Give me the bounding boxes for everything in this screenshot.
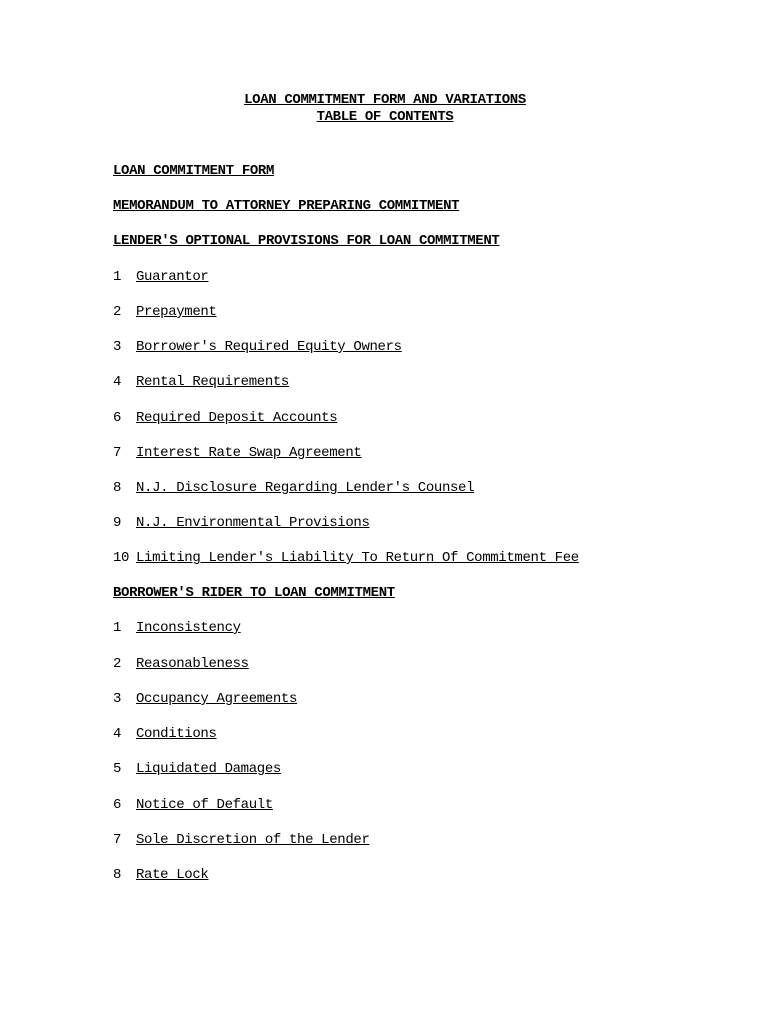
toc-list-item [113,269,208,286]
item-number: 8 [113,480,122,496]
item-number: 2 [113,304,122,320]
document-title: LOAN COMMITMENT FORM AND VARIATIONS [244,92,526,108]
toc-link-nj-disclosure[interactable]: N.J. Disclosure Regarding Lender's Counsel [136,480,475,496]
toc-link-notice-of-default[interactable]: Notice of Default [136,797,273,813]
item-number: 1 [113,269,122,285]
toc-list-item [113,480,474,497]
toc-link-occupancy-agreements[interactable]: Occupancy Agreements [136,691,298,707]
item-number: 7 [113,445,122,461]
toc-list-item [113,445,361,462]
toc-link-reasonableness[interactable]: Reasonableness [136,656,249,672]
toc-link-nj-environmental[interactable]: N.J. Environmental Provisions [136,515,370,531]
item-number: 3 [113,691,122,707]
toc-link-borrower-rider[interactable]: BORROWER'S RIDER TO LOAN COMMITMENT [113,585,395,601]
toc-list-item [113,832,370,849]
toc-link-guarantor[interactable]: Guarantor [136,269,209,285]
toc-link-memorandum[interactable]: MEMORANDUM TO ATTORNEY PREPARING COMMITMENT [113,198,460,214]
item-number: 8 [113,867,122,883]
toc-list-item [113,691,297,708]
item-number: 6 [113,797,122,813]
toc-link-commitment-fee[interactable]: Limiting Lender's Liability To Return Of Commitment Fee [136,550,579,566]
toc-list-item [113,797,273,814]
item-number: 4 [113,726,122,742]
toc-link-rate-lock[interactable]: Rate Lock [136,867,209,883]
item-number: 6 [113,410,122,426]
toc-link-conditions[interactable]: Conditions [136,726,217,742]
toc-list-item [113,339,402,356]
toc-list-item [113,374,289,391]
item-number: 5 [113,761,122,777]
item-number: 10 [113,550,130,566]
toc-link-liquidated-damages[interactable]: Liquidated Damages [136,761,281,777]
toc-link-prepayment[interactable]: Prepayment [136,304,217,320]
toc-list-item [113,656,249,673]
toc-list-item [113,304,217,321]
document-subtitle: TABLE OF CONTENTS [316,109,454,125]
toc-link-interest-rate-swap[interactable]: Interest Rate Swap Agreement [136,445,362,461]
toc-list-item [113,726,217,743]
toc-link-lender-provisions[interactable]: LENDER'S OPTIONAL PROVISIONS FOR LOAN COMMITMENT [113,233,500,249]
toc-list-item [113,550,579,567]
item-number: 9 [113,515,122,531]
item-number: 4 [113,374,122,390]
item-number: 7 [113,832,122,848]
toc-list-item [113,761,281,778]
toc-link-rental-requirements[interactable]: Rental Requirements [136,374,289,390]
toc-list-item [113,867,208,884]
toc-link-equity-owners[interactable]: Borrower's Required Equity Owners [136,339,402,355]
toc-link-loan-commitment-form[interactable]: LOAN COMMITMENT FORM [113,163,275,179]
toc-list-item [113,410,337,427]
item-number: 1 [113,620,122,636]
toc-link-deposit-accounts[interactable]: Required Deposit Accounts [136,410,338,426]
toc-list-item [113,515,370,532]
toc-list-item [113,620,241,637]
item-number: 2 [113,656,122,672]
item-number: 3 [113,339,122,355]
toc-link-inconsistency[interactable]: Inconsistency [136,620,241,636]
toc-link-sole-discretion[interactable]: Sole Discretion of the Lender [136,832,370,848]
